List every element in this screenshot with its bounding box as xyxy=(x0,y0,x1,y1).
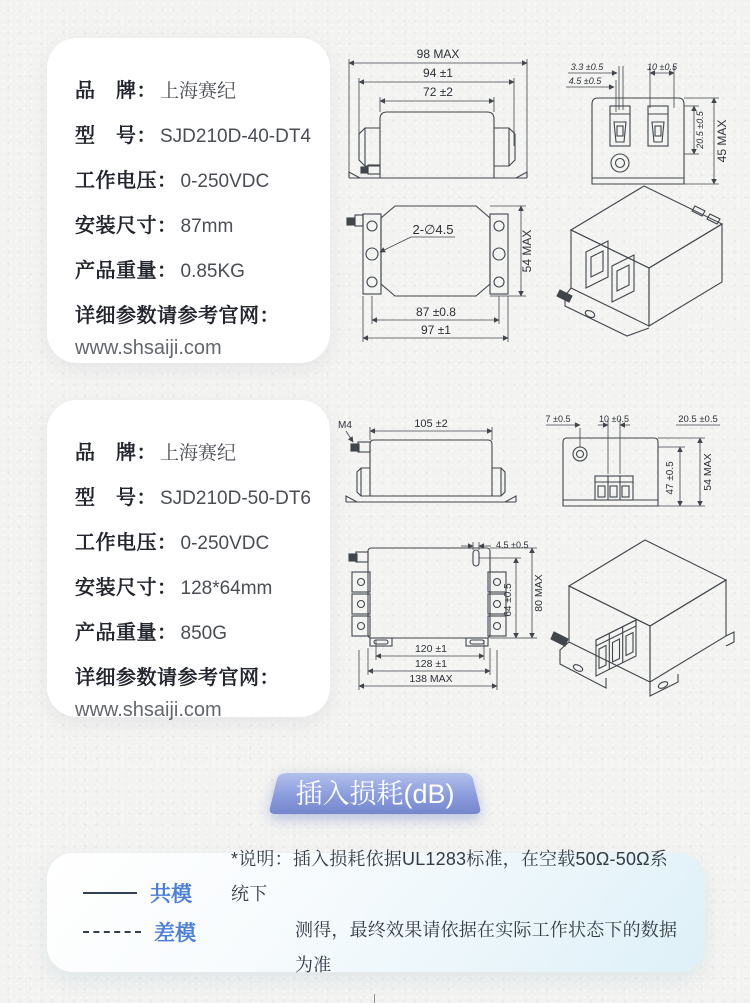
dashed-line-swatch xyxy=(83,931,141,933)
model-value: SJD210D-50-DT6 xyxy=(160,488,311,509)
dim-105: 105 ±2 xyxy=(414,418,448,430)
note-line-2: 测得，最终效果请依据在实际工作状态下的数据为准 xyxy=(295,919,678,975)
model-label: 型 号： xyxy=(75,487,157,509)
insertion-loss-button[interactable] xyxy=(268,770,482,820)
mounting-value: 128*64mm xyxy=(180,578,273,599)
mounting-value: 87mm xyxy=(180,216,234,237)
dim-4-5: 4.5 ±0.5 xyxy=(568,76,602,86)
note-line-1: *说明：插入损耗依据UL1283标准，在空载50Ω-50Ω系统下 xyxy=(231,849,669,905)
filter-body-outline xyxy=(349,548,506,646)
common-mode-label: 共模 xyxy=(150,883,192,906)
legend-differential-mode xyxy=(83,917,231,947)
drawing-top-view-2 xyxy=(330,536,552,708)
brand-label: 品 牌： xyxy=(75,80,157,102)
dim-10: 10 ±0.5 xyxy=(599,414,629,424)
weight-label: 产品重量： xyxy=(75,260,178,282)
dim-120: 120 ±1 xyxy=(414,643,448,655)
product-card-1 xyxy=(47,38,330,363)
drawing-side-view-1 xyxy=(338,46,538,191)
website-hint: 详细参数请参考官网： xyxy=(75,305,280,327)
dim-128: 128 ±1 xyxy=(414,658,448,670)
brand-value: 上海赛纪 xyxy=(160,443,237,464)
website-url: www.shsaiji.com xyxy=(75,337,222,359)
spec-row-voltage xyxy=(75,164,310,193)
spec-row-model xyxy=(75,481,310,510)
brand-value: 上海赛纪 xyxy=(160,81,237,102)
spec-row-weight xyxy=(75,254,310,283)
dim-7: 7 ±0.5 xyxy=(545,414,571,424)
mounting-label: 安装尺寸： xyxy=(75,577,178,599)
model-label: 型 号： xyxy=(75,125,157,147)
product-card-2 xyxy=(47,400,330,721)
button-label: 插入损耗(dB) xyxy=(295,779,455,809)
dim-97: 97 ±1 xyxy=(421,323,451,337)
legend-note-card xyxy=(47,849,705,975)
dim-47: 47 ±0.5 xyxy=(665,461,676,495)
dim-3-3: 3.3 ±0.5 xyxy=(570,62,604,72)
filter-3d-outline xyxy=(551,540,734,696)
spec-row-mounting xyxy=(75,209,310,238)
weight-value: 850G xyxy=(180,623,227,644)
website-hint: 详细参数请参考官网： xyxy=(75,667,280,689)
dim-54max: 54 MAX xyxy=(520,229,534,273)
test-condition-note xyxy=(231,842,681,982)
drawing-side-view-2 xyxy=(330,416,538,516)
drawing-isometric-view-2 xyxy=(548,534,738,712)
voltage-label: 工作电压： xyxy=(75,532,178,554)
drawing-top-view-1 xyxy=(333,192,538,347)
legend-common-mode xyxy=(83,878,231,908)
dim-138max: 138 MAX xyxy=(409,673,453,685)
voltage-value: 0-250VDC xyxy=(180,533,270,554)
website-url: www.shsaiji.com xyxy=(75,699,222,721)
solid-line-swatch xyxy=(83,892,137,894)
filter-body-outline xyxy=(563,438,658,506)
weight-label: 产品重量： xyxy=(75,622,178,644)
filter-body-outline xyxy=(346,440,516,502)
dim-10: 10 ±0.5 xyxy=(647,62,677,72)
dim-54max: 54 MAX xyxy=(702,453,714,491)
dim-20-5: 20.5 ±0.5 xyxy=(678,414,718,425)
weight-value: 0.85KG xyxy=(180,261,245,282)
mode-legend xyxy=(83,869,231,956)
spec-row-model xyxy=(75,119,310,148)
mounting-label: 安装尺寸： xyxy=(75,215,178,237)
dim-72: 72 ±2 xyxy=(423,85,453,99)
dim-slot: 4.5 ±0.5 xyxy=(496,540,529,550)
spec-row-voltage xyxy=(75,526,310,555)
filter-body-outline xyxy=(592,98,684,184)
dim-holes: 2-∅4.5 xyxy=(412,222,454,237)
dim-m4: M4 xyxy=(338,420,352,431)
dim-94: 94 ±1 xyxy=(423,66,453,80)
dim-64: 64 ±0.5 xyxy=(503,583,514,617)
dim-45max: 45 MAX xyxy=(715,119,729,163)
spec-row-brand xyxy=(75,436,310,465)
dim-87: 87 ±0.8 xyxy=(416,305,456,319)
diff-mode-label: 差模 xyxy=(154,922,196,945)
drawing-isometric-view-1 xyxy=(552,178,735,350)
voltage-label: 工作电压： xyxy=(75,170,178,192)
spec-row-weight xyxy=(75,616,310,645)
voltage-value: 0-250VDC xyxy=(180,171,270,192)
page-bottom-mark xyxy=(374,994,375,1003)
filter-3d-outline xyxy=(557,186,722,336)
filter-body-outline xyxy=(347,206,508,296)
model-value: SJD210D-40-DT4 xyxy=(160,126,311,147)
drawing-end-view-2 xyxy=(538,412,738,517)
dim-80max: 80 MAX xyxy=(533,574,545,612)
dim-20-5: 20.5 ±0.5 xyxy=(695,111,705,149)
spec-row-mounting xyxy=(75,571,310,600)
filter-body-outline xyxy=(349,112,527,178)
dim-98max: 98 MAX xyxy=(416,47,460,61)
brand-label: 品 牌： xyxy=(75,442,157,464)
spec-row-brand xyxy=(75,74,310,103)
